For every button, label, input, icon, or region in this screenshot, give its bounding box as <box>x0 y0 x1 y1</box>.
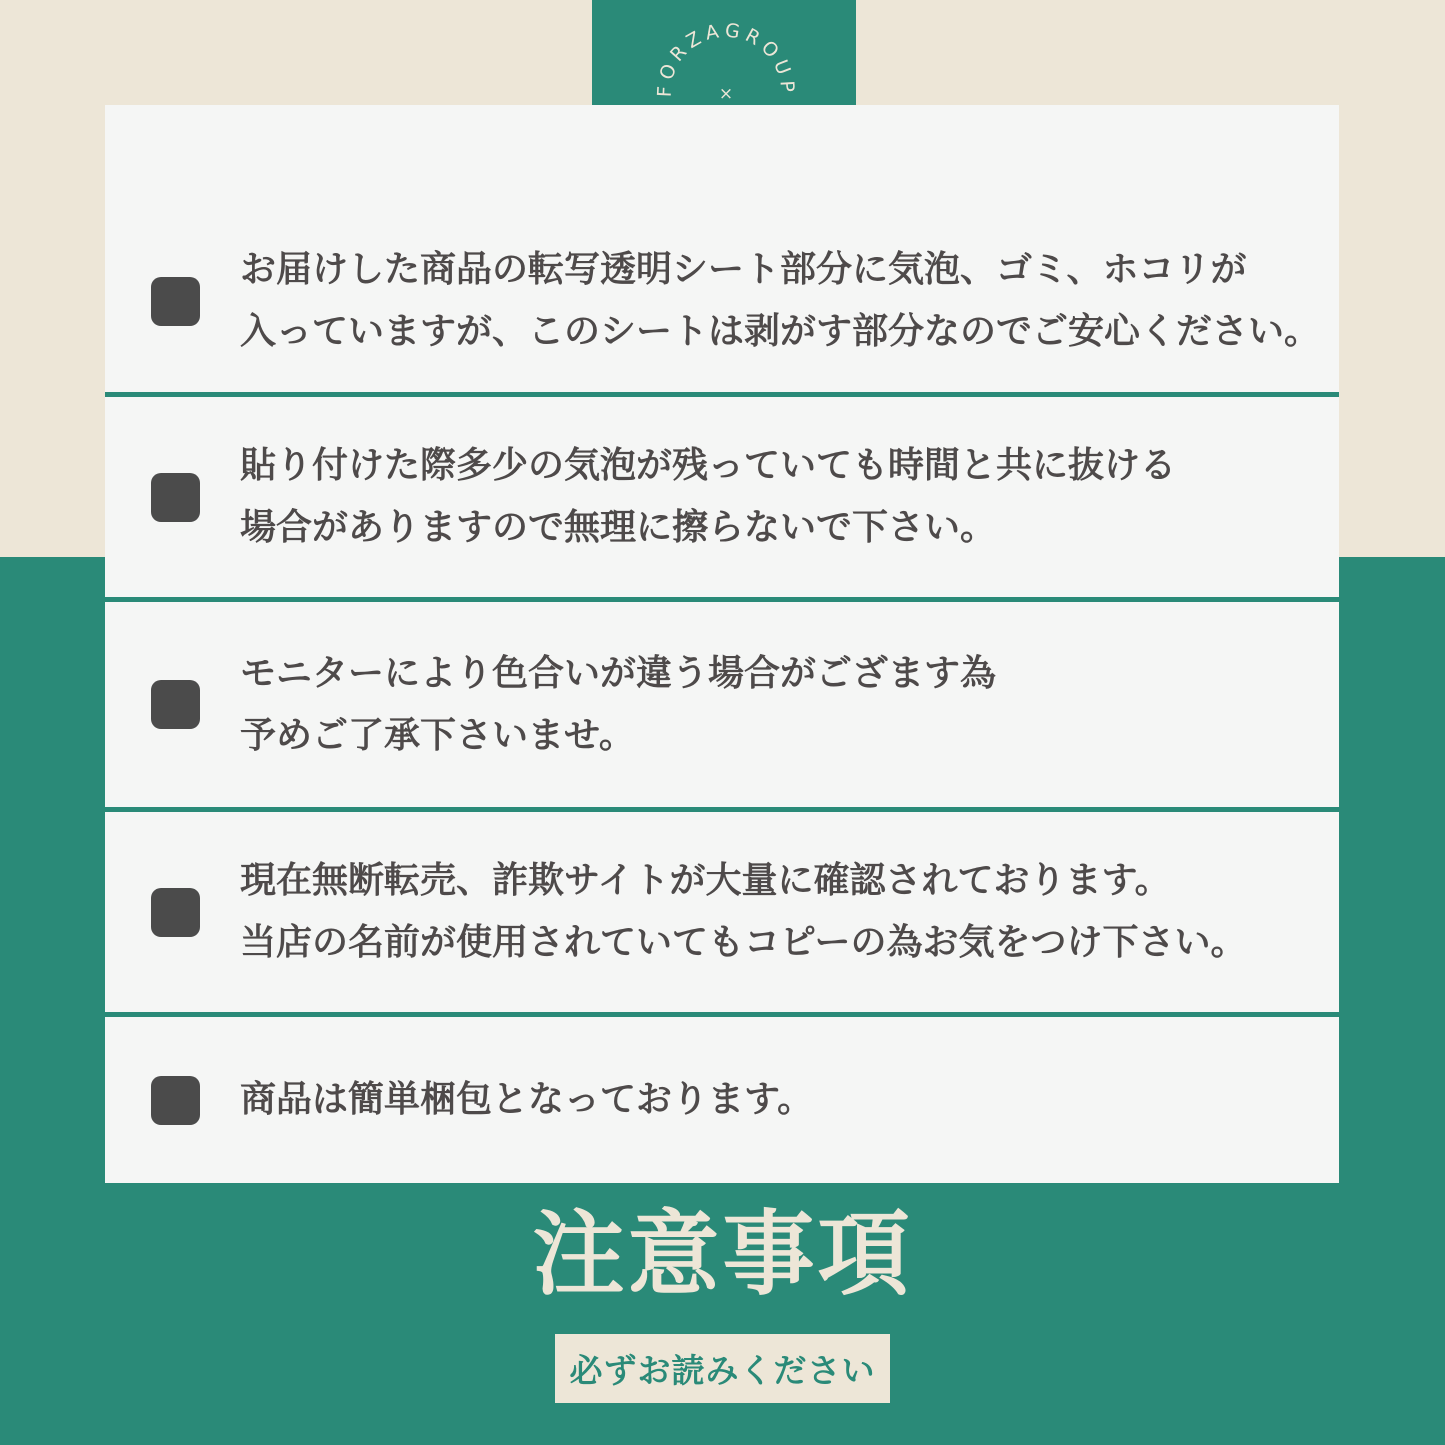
checkbox-bullet-icon <box>151 680 200 729</box>
notice-item-3 <box>105 602 1339 807</box>
checkbox-bullet-icon <box>151 473 200 522</box>
must-read-label-text: 必ずお読みください <box>569 1351 876 1390</box>
notice-item-5 <box>105 1017 1339 1183</box>
notice-item-2 <box>105 397 1339 597</box>
notice-text-line: 貼り付けた際多少の気泡が残っていても時間と共に抜ける <box>240 445 1177 486</box>
notice-text-line: お届けした商品の転写透明シート部分に気泡、ゴミ、ホコリが <box>240 249 1247 290</box>
notice-text-line: 現在無断転売、詐欺サイトが大量に確認されております。 <box>240 860 1171 901</box>
notice-text-line: 入っていますが、このシートは剥がす部分なのでご安心ください。 <box>240 311 1321 352</box>
checkbox-bullet-icon <box>151 1076 200 1125</box>
notice-panel <box>105 105 1339 1183</box>
notice-text-line: 商品は簡単梱包となっております。 <box>240 1079 814 1120</box>
notice-text-line: 当店の名前が使用されていてもコピーの為お気をつけ下さい。 <box>240 922 1247 963</box>
notice-item-4 <box>105 812 1339 1012</box>
notice-text-block <box>240 643 996 767</box>
notice-item-1 <box>105 105 1339 392</box>
notice-text-line: 場合がありますので無理に擦らないで下さい。 <box>240 507 997 548</box>
checkbox-bullet-icon <box>151 277 200 326</box>
page-title: 注意事項 <box>532 1201 913 1308</box>
brand-x-mark: × <box>718 84 734 104</box>
notice-text-block <box>240 239 1320 363</box>
notice-text-block <box>240 1069 813 1131</box>
notice-text-line: 予めご了承下さいませ。 <box>240 714 635 756</box>
must-read-label <box>555 1334 890 1403</box>
brand-name-top-arc: FORZAGROUP <box>653 19 799 98</box>
checkbox-bullet-icon <box>151 888 200 937</box>
notice-text-block <box>240 850 1247 974</box>
notice-text-line: モニターにより色合いが違う場合がござます為 <box>240 652 997 694</box>
notice-text-block <box>240 435 1176 559</box>
